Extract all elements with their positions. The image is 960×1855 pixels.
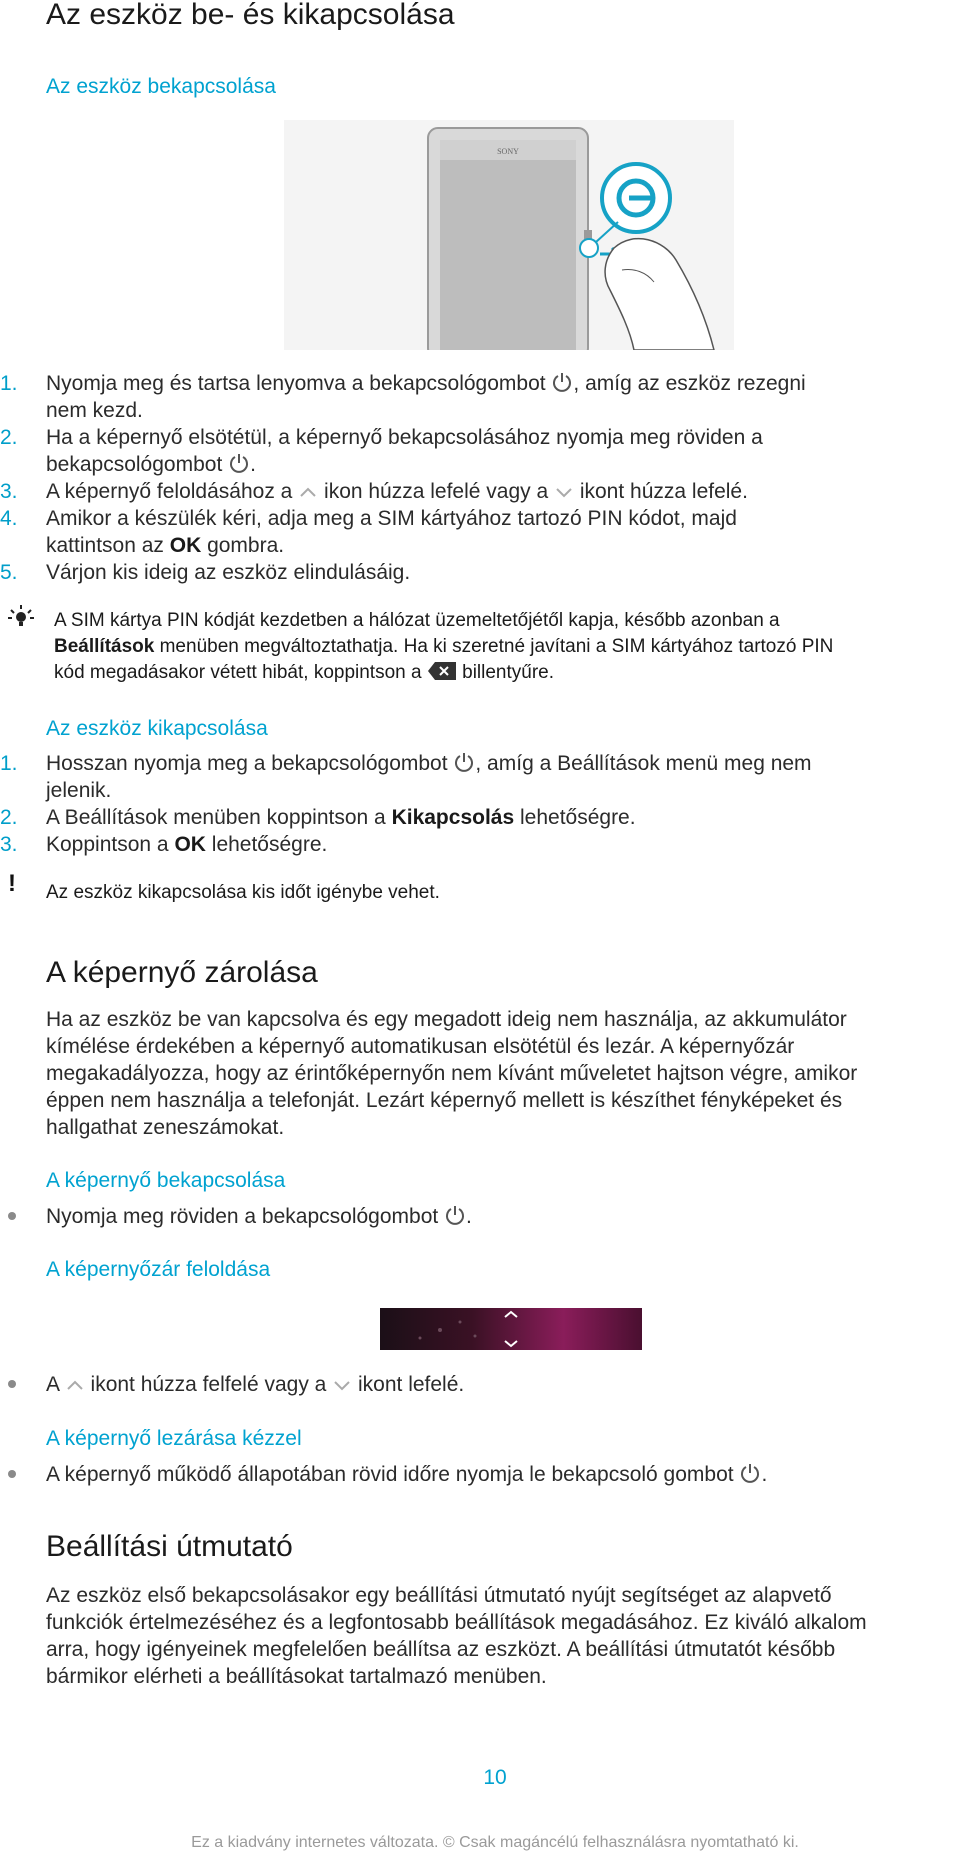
section-title-setup-guide: Beállítási útmutató bbox=[46, 1530, 293, 1563]
step-number: 2. bbox=[0, 426, 18, 449]
step-text: Amikor a készülék kéri, adja meg a SIM kártyához tartozó PIN kódot, majd bbox=[46, 507, 737, 530]
power-icon bbox=[453, 751, 475, 773]
subheading-device-off: Az eszköz kikapcsolása bbox=[46, 717, 268, 740]
power-icon bbox=[551, 371, 573, 393]
chevron-down-icon bbox=[554, 483, 574, 501]
chevron-up-icon bbox=[65, 1376, 85, 1394]
step-text-cont: kattintson az OK gombra. bbox=[46, 534, 285, 557]
subheading-unlock: A képernyőzár feloldása bbox=[46, 1258, 271, 1281]
step-number: 1. bbox=[0, 752, 18, 775]
bullet-text: A képernyő működő állapotában rövid időre nyomja le bekapcsoló gombot . bbox=[46, 1463, 768, 1486]
step-text: A Beállítások menüben koppintson a Kikapcsolás lehetőségre. bbox=[46, 806, 636, 829]
step-text: Koppintson a OK lehetőségre. bbox=[46, 833, 328, 856]
step-text: A képernyő feloldásához a ikon húzza lefelé vagy a ikont húzza lefelé. bbox=[46, 480, 748, 503]
subheading-device-on: Az eszköz bekapcsolása bbox=[46, 75, 276, 98]
section-title-screen-lock: A képernyő zárolása bbox=[46, 956, 318, 989]
page-title: Az eszköz be- és kikapcsolása bbox=[46, 0, 455, 31]
lockscreen-strip-image bbox=[380, 1308, 642, 1350]
setup-guide-paragraph: Az eszköz első bekapcsolásakor egy beállítási útmutató nyújt segítséget az alapvető funkciók értelmezéséhez és a legfontosabb beállítások megadásához. Ez kiváló alkalom arra, hogy igényeinek megfelelően beállítsa az eszközt. A beállítási útmutatót később bármikor elérheti a beállításokat tartalmazó menüben. bbox=[46, 1584, 867, 1688]
step-number: 3. bbox=[0, 833, 18, 856]
step-text: Nyomja meg és tartsa lenyomva a bekapcsológombot , amíg az eszköz rezegni bbox=[46, 372, 806, 395]
step-number: 2. bbox=[0, 806, 18, 829]
bullet bbox=[8, 1212, 16, 1220]
step-number: 1. bbox=[0, 372, 18, 395]
exclamation-icon: ! bbox=[8, 870, 16, 897]
step-text: Várjon kis ideig az eszköz elindulásáig. bbox=[46, 561, 411, 584]
step-text-cont: nem kezd. bbox=[46, 399, 143, 422]
power-icon bbox=[228, 452, 250, 474]
step-number: 3. bbox=[0, 480, 18, 503]
screen-lock-paragraph: Ha az eszköz be van kapcsolva és egy megadott ideig nem használja, az akkumulátor kímélése érdekében a képernyő automatikusan elsötétül és lezár. A képernyőzár megakadályozza, hogy az érintőképernyőn nem kívánt műveletet hajtson végre, amikor éppen nem használja a telefonját. Lezárt képernyő mellett is készíthet fényképeket és hallgathat zeneszámokat. bbox=[46, 1008, 858, 1139]
step-number: 4. bbox=[0, 507, 18, 530]
step-text-cont: bekapcsológombot . bbox=[46, 453, 256, 476]
warning-note: Az eszköz kikapcsolása kis időt igénybe vehet. bbox=[46, 882, 440, 903]
steps-power-off bbox=[0, 750, 960, 870]
subheading-screen-on: A képernyő bekapcsolása bbox=[46, 1169, 286, 1192]
step-text: Hosszan nyomja meg a bekapcsológombot , amíg a Beállítások menü meg nem bbox=[46, 752, 812, 775]
bullet-text: A ikont húzza felfelé vagy a ikont lefelé. bbox=[46, 1373, 465, 1396]
subheading-manual-lock: A képernyő lezárása kézzel bbox=[46, 1427, 302, 1450]
footer-note: Ez a kiadvány internetes változata. © Csak magáncélú felhasználásra nyomtatható ki. bbox=[191, 1834, 799, 1851]
chevron-down-icon bbox=[332, 1376, 352, 1394]
step-number: 5. bbox=[0, 561, 18, 584]
phone-brand-label: SONY bbox=[497, 147, 519, 156]
bullet bbox=[8, 1470, 16, 1478]
chevron-up-icon bbox=[298, 483, 318, 501]
backspace-icon bbox=[427, 661, 457, 681]
power-icon bbox=[739, 1462, 761, 1484]
step-text-cont: jelenik. bbox=[46, 779, 112, 802]
tip-note: A SIM kártya PIN kódját kezdetben a hálózat üzemeltetőjétől kapja, később azonban a Beállítások menüben megváltoztathatja. Ha ki szeretné javítani a SIM kártyához tartozó PIN kód megadásakor vétett hibát, koppintson a billentyűre. bbox=[54, 610, 834, 683]
bullet bbox=[8, 1380, 16, 1388]
power-icon bbox=[444, 1204, 466, 1226]
steps-power-on bbox=[0, 370, 960, 590]
lightbulb-icon bbox=[8, 604, 34, 635]
page-number: 10 bbox=[483, 1766, 507, 1789]
phone-illustration bbox=[284, 120, 734, 350]
bullet-text: Nyomja meg röviden a bekapcsológombot . bbox=[46, 1205, 472, 1228]
step-text: Ha a képernyő elsötétül, a képernyő bekapcsolásához nyomja meg röviden a bbox=[46, 426, 763, 449]
